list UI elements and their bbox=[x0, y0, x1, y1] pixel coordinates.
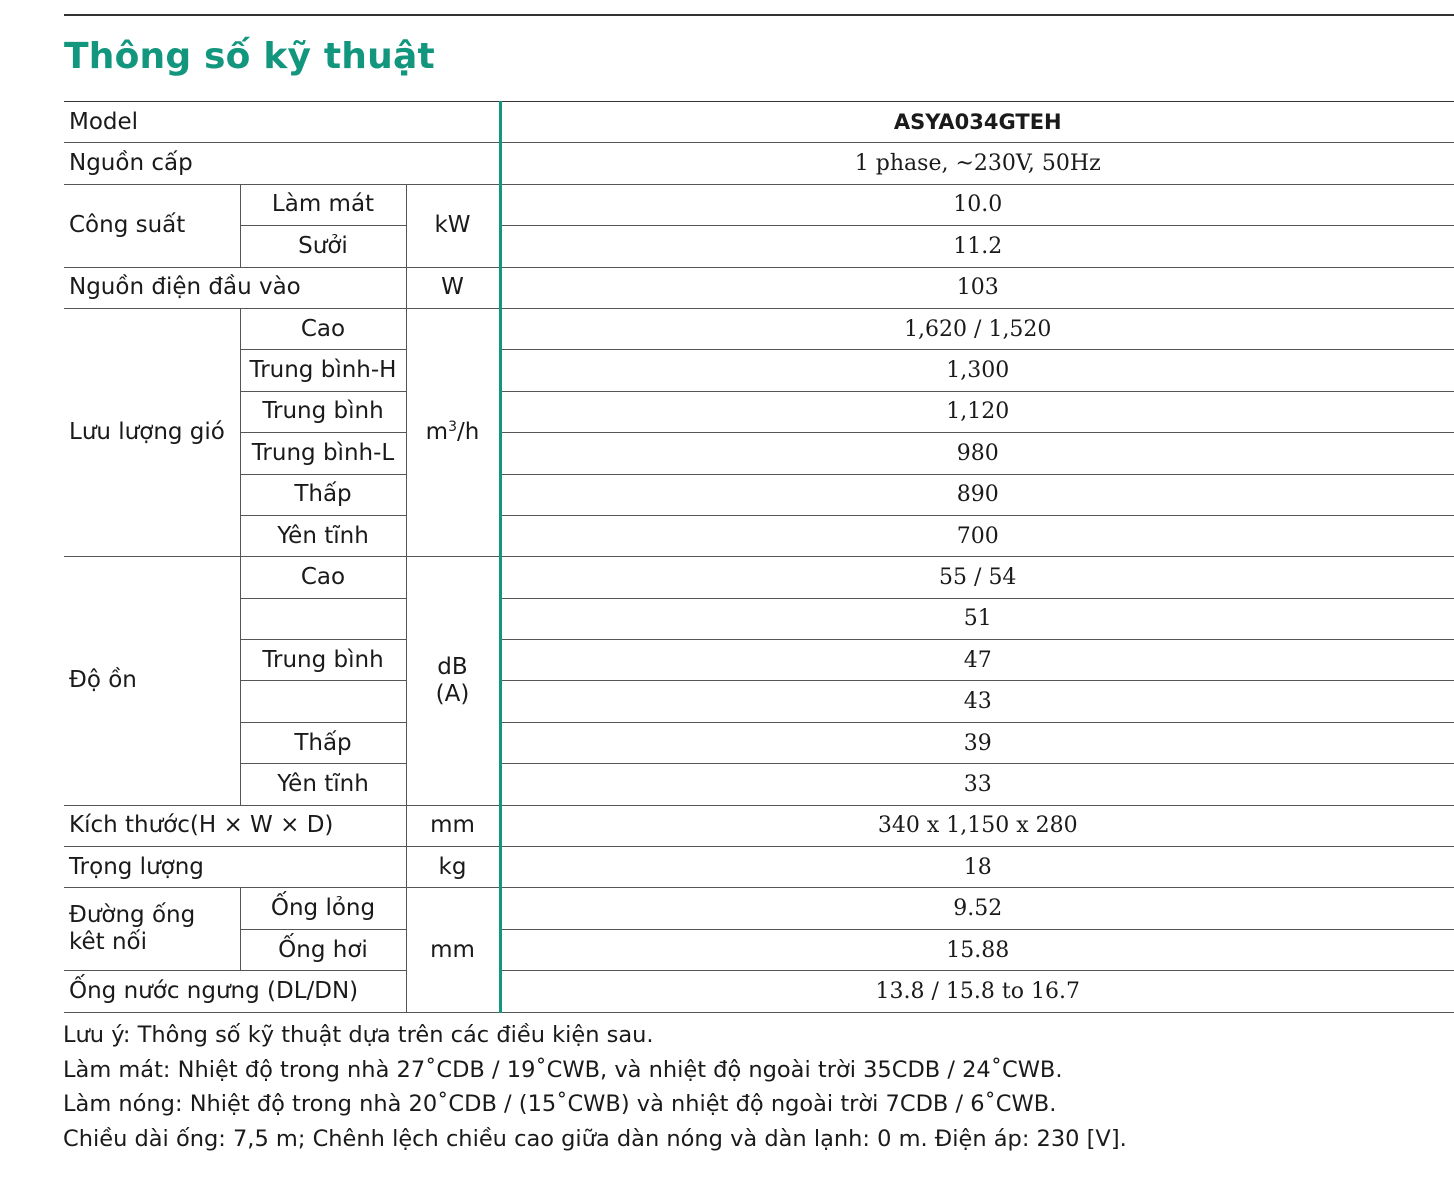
airflow-low-value: 890 bbox=[500, 474, 1454, 515]
noise-low-label: Thấp bbox=[240, 722, 406, 763]
noise-low-value: 39 bbox=[500, 722, 1454, 763]
dimensions-value: 340 x 1,150 x 280 bbox=[500, 805, 1454, 846]
table-row-airflow-low bbox=[64, 474, 1454, 515]
table-row-power-supply bbox=[64, 143, 1454, 184]
dimensions-label: Kích thước(H × W × D) bbox=[64, 805, 406, 846]
table-row-airflow-mid-low bbox=[64, 433, 1454, 474]
table-row-capacity-cooling bbox=[64, 184, 1454, 225]
table-row-weight bbox=[64, 847, 1454, 888]
piping-label bbox=[64, 888, 240, 971]
notes bbox=[63, 1018, 1127, 1156]
capacity-unit: kW bbox=[406, 184, 500, 267]
weight-value: 18 bbox=[500, 847, 1454, 888]
note-line: Làm nóng: Nhiệt độ trong nhà 20˚CDB / (15˚CWB) và nhiệt độ ngoài trời 7CDB / 6˚CWB. bbox=[63, 1091, 1057, 1117]
piping-gas-label: Ống hơi bbox=[240, 929, 406, 970]
table-row-airflow-mid-high bbox=[64, 350, 1454, 391]
drain-value: 13.8 / 15.8 to 16.7 bbox=[500, 971, 1454, 1012]
input-power-label: Nguồn điện đầu vào bbox=[64, 267, 406, 308]
noise-row4-value: 43 bbox=[500, 681, 1454, 722]
airflow-mid-value: 1,120 bbox=[500, 391, 1454, 432]
table-row-dimensions bbox=[64, 805, 1454, 846]
noise-row2-value: 51 bbox=[500, 598, 1454, 639]
airflow-unit-sup: 3 bbox=[448, 419, 457, 436]
noise-unit bbox=[406, 557, 500, 805]
table-row-airflow-high bbox=[64, 308, 1454, 349]
table-row-noise-mid bbox=[64, 640, 1454, 681]
table-row-model bbox=[64, 102, 1454, 143]
page-title: Thông số kỹ thuật bbox=[64, 36, 435, 77]
airflow-high-value: 1,620 / 1,520 bbox=[500, 308, 1454, 349]
table-row-capacity-heating bbox=[64, 226, 1454, 267]
table-row-noise-4 bbox=[64, 681, 1454, 722]
piping-unit: mm bbox=[406, 888, 500, 1012]
drain-label: Ống nước ngưng (DL/DN) bbox=[64, 971, 406, 1012]
power-supply-label: Nguồn cấp bbox=[64, 143, 500, 184]
input-power-value: 103 bbox=[500, 267, 1454, 308]
airflow-label: Lưu lượng gió bbox=[64, 308, 240, 556]
airflow-quiet-label: Yên tĩnh bbox=[240, 515, 406, 556]
noise-mid-label: Trung bình bbox=[240, 640, 406, 681]
capacity-heating-value: 11.2 bbox=[500, 226, 1454, 267]
model-value: ASYA034GTEH bbox=[500, 102, 1454, 143]
noise-row2-label bbox=[240, 598, 406, 639]
table-row-noise-high bbox=[64, 557, 1454, 598]
noise-unit-line1: dB bbox=[437, 653, 468, 680]
weight-unit: kg bbox=[406, 847, 500, 888]
piping-label-line2: kêt nối bbox=[69, 929, 148, 956]
airflow-mid-high-value: 1,300 bbox=[500, 350, 1454, 391]
airflow-mid-low-label: Trung bình-L bbox=[240, 433, 406, 474]
airflow-unit-tail: /h bbox=[457, 419, 480, 446]
table-row-noise-quiet bbox=[64, 764, 1454, 805]
table-row-piping-liquid bbox=[64, 888, 1454, 929]
noise-row4-label bbox=[240, 681, 406, 722]
top-rule bbox=[64, 14, 1454, 16]
airflow-unit-base: m bbox=[425, 419, 449, 446]
note-line: Làm mát: Nhiệt độ trong nhà 27˚CDB / 19˚CWB, và nhiệt độ ngoài trời 35CDB / 24˚CWB. bbox=[63, 1056, 1063, 1083]
airflow-unit bbox=[406, 308, 500, 556]
power-supply-value: 1 phase, ~230V, 50Hz bbox=[500, 143, 1454, 184]
note-line: Lưu ý: Thông số kỹ thuật dựa trên các điều kiện sau. bbox=[63, 1022, 654, 1048]
noise-high-label: Cao bbox=[240, 557, 406, 598]
airflow-mid-high-label: Trung bình-H bbox=[240, 350, 406, 391]
piping-gas-value: 15.88 bbox=[500, 929, 1454, 970]
table-row-piping-gas bbox=[64, 929, 1454, 970]
table-row-input-power bbox=[64, 267, 1454, 308]
model-label: Model bbox=[64, 102, 500, 143]
table-row-airflow-quiet bbox=[64, 515, 1454, 556]
capacity-label: Công suất bbox=[64, 184, 240, 267]
capacity-cooling-value: 10.0 bbox=[500, 184, 1454, 225]
airflow-low-label: Thấp bbox=[240, 474, 406, 515]
noise-mid-value: 47 bbox=[500, 640, 1454, 681]
noise-high-value: 55 / 54 bbox=[500, 557, 1454, 598]
input-power-unit: W bbox=[406, 267, 500, 308]
noise-label: Độ ồn bbox=[64, 557, 240, 805]
piping-liquid-value: 9.52 bbox=[500, 888, 1454, 929]
noise-quiet-value: 33 bbox=[500, 764, 1454, 805]
piping-liquid-label: Ống lỏng bbox=[240, 888, 406, 929]
airflow-high-label: Cao bbox=[240, 308, 406, 349]
weight-label: Trọng lượng bbox=[64, 847, 406, 888]
table-row-airflow-mid bbox=[64, 391, 1454, 432]
airflow-mid-low-value: 980 bbox=[500, 433, 1454, 474]
piping-label-line1: Đường ống bbox=[69, 902, 196, 929]
table-row-drain bbox=[64, 971, 1454, 1012]
capacity-heating-label: Sưởi bbox=[240, 226, 406, 267]
table-row-noise-2 bbox=[64, 598, 1454, 639]
note-line: Chiều dài ống: 7,5 m; Chênh lệch chiều cao giữa dàn nóng và dàn lạnh: 0 m. Điện áp: 230 [V]. bbox=[63, 1125, 1127, 1152]
noise-quiet-label: Yên tĩnh bbox=[240, 764, 406, 805]
dimensions-unit: mm bbox=[406, 805, 500, 846]
noise-unit-line2: (A) bbox=[435, 680, 470, 707]
airflow-quiet-value: 700 bbox=[500, 515, 1454, 556]
table-row-noise-low bbox=[64, 722, 1454, 763]
airflow-mid-label: Trung bình bbox=[240, 391, 406, 432]
capacity-cooling-label: Làm mát bbox=[240, 184, 406, 225]
spec-table bbox=[64, 101, 1454, 1013]
